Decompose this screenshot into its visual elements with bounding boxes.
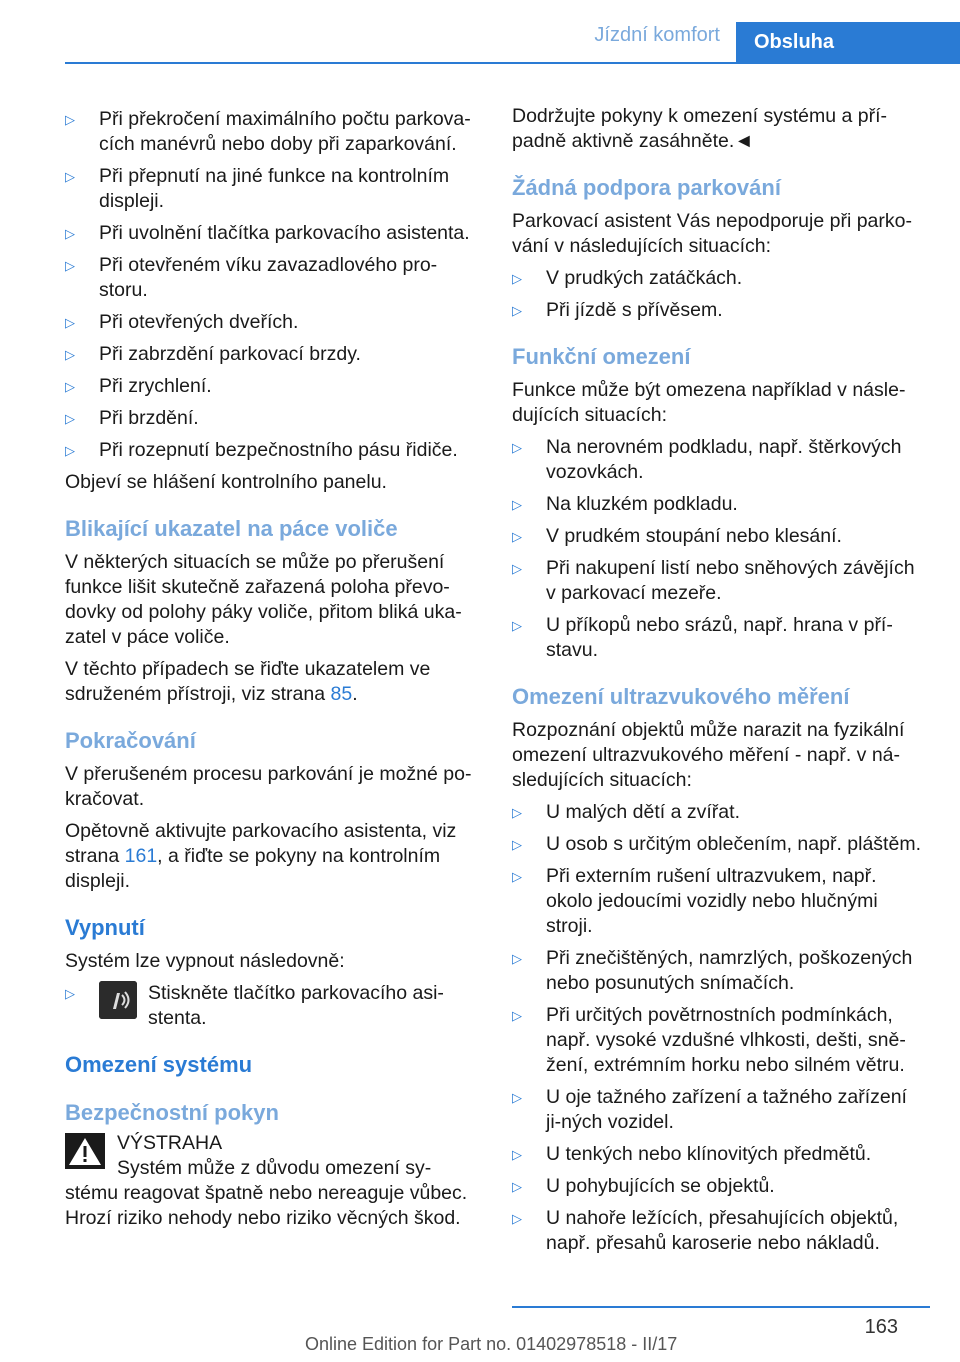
list-item: ▷ Na kluzkém podkladu. [512,493,738,515]
list-item: ▷ Při přepnutí na jiné funkce na kontrolním displeji. [65,165,450,212]
section-heading: Žádná podpora parkování [512,175,781,200]
triangle-right-icon: ▷ [65,347,75,362]
list-item: ▷ Při překročení maximálního počtu parkova-cích manévrů nebo doby při zaparkování. [65,108,471,155]
list-item: ▷ Při otevřených dveřích. [65,311,299,333]
header-tab[interactable]: Obsluha [736,22,960,62]
paragraph: V přerušeném procesu parkování je možné po-kračovat. [65,763,472,810]
list-item: ▷ V prudkém stoupání nebo klesání. [512,525,842,547]
paragraph: Opětovně aktivujte parkovacího asistenta, viz strana 161, a řiďte se pokyny na kontrolním displeji. [65,820,457,892]
triangle-right-icon: ▷ [65,169,75,184]
list-item: ▷ Při zrychlení. [65,375,212,397]
paragraph: Rozpoznání objektů může narazit na fyzikální omezení ultrazvukového měření - např. v ná-sledujících situacích: [512,719,905,791]
header-section[interactable]: Jízdní komfort [594,24,720,46]
paragraph: Dodržujte pokyny k omezení systému a pří-padně aktivně zasáhněte.◄ [512,105,887,152]
left-column [65,100,480,1238]
triangle-right-icon: ▷ [512,1179,522,1194]
triangle-right-icon: ▷ [512,1147,522,1162]
list-item: ▷ Při nakupení listí nebo sněhových závějích v parkovací mezeře. [512,557,915,604]
triangle-right-icon: ▷ [65,986,75,1001]
list-item: ▷ Stiskněte tlačítko parkovacího asi-stenta. [65,982,444,1029]
page-link[interactable]: 85 [330,683,353,705]
triangle-right-icon: ▷ [512,951,522,966]
page-number: 163 [864,1316,898,1338]
list-item: ▷ U tenkých nebo klínovitých předmětů. [512,1143,872,1165]
triangle-right-icon: ▷ [512,869,522,884]
triangle-right-icon: ▷ [512,497,522,512]
warning-title: VÝSTRAHA [117,1132,223,1154]
list-item: ▷ Při určitých povětrnostních podmínkách, např. vysoké vzdušné vlhkosti, dešti, sně-žení, extrémním horku nebo silném větru. [512,1004,906,1076]
footer-divider [512,1306,930,1308]
list-item: ▷ Na nerovném podkladu, např. štěrkových vozovkách. [512,436,902,483]
list-item: ▷ U pohybujících se objektů. [512,1175,775,1197]
list-item: ▷ U osob s určitým oblečením, např. pláštěm. [512,833,921,855]
triangle-right-icon: ▷ [65,379,75,394]
warning-text: Systém může z důvodu omezení sy-stému reagovat špatně nebo nereaguje vůbec. Hrozí riziko nehody nebo riziko věcných škod. [65,1157,468,1229]
list-item: ▷ U příkopů nebo srázů, např. hrana v pří-stavu. [512,614,893,661]
section-heading: Bezpečnostní pokyn [65,1100,279,1125]
header-bar [65,0,960,64]
triangle-right-icon: ▷ [512,561,522,576]
triangle-right-icon: ▷ [512,805,522,820]
right-column [512,100,927,1263]
triangle-right-icon: ▷ [65,258,75,273]
triangle-right-icon: ▷ [65,411,75,426]
triangle-right-icon: ▷ [512,440,522,455]
footer-edition: Online Edition for Part no. 01402978518 - II/17 [305,1334,678,1354]
list-item: ▷ U malých dětí a zvířat. [512,801,740,823]
page-link[interactable]: 161 [124,845,158,867]
list-item: ▷ Při uvolnění tlačítka parkovacího asistenta. [65,222,470,244]
warning-icon [65,1133,105,1169]
triangle-right-icon: ▷ [512,1090,522,1105]
parking-assistant-button-icon [99,981,137,1019]
list-item: ▷ Při externím rušení ultrazvukem, např. okolo jedoucími vozidly nebo hlučnými stroji. [512,865,878,937]
list-item: ▷ V prudkých zatáčkách. [512,267,743,289]
section-heading: Pokračování [65,728,196,753]
triangle-right-icon: ▷ [512,837,522,852]
triangle-right-icon: ▷ [65,112,75,127]
bullet-list [65,107,480,463]
paragraph: V těchto případech se řiďte ukazatelem ve sdruženém přístroji, viz strana 85. [65,658,431,705]
section-heading: Blikající ukazatel na páce voliče [65,516,398,541]
paragraph: Parkovací asistent Vás nepodporuje při parko-vání v následujících situacích: [512,210,912,257]
triangle-right-icon: ▷ [65,443,75,458]
triangle-right-icon: ▷ [512,618,522,633]
triangle-right-icon: ▷ [512,271,522,286]
section-heading: Omezení systému [65,1052,253,1077]
list-item: ▷ U nahoře ležících, přesahujících objektů, např. přesahů karoserie nebo nákladů. [512,1207,899,1254]
triangle-right-icon: ▷ [512,1211,522,1226]
list-item: ▷ Při rozepnutí bezpečnostního pásu řidiče. [65,439,458,461]
warning-block [65,1131,480,1156]
triangle-right-icon: ▷ [512,303,522,318]
list-item: ▷ Při brzdění. [65,407,199,429]
paragraph: Objeví se hlášení kontrolního panelu. [65,471,387,493]
triangle-right-icon: ▷ [65,226,75,241]
section-heading: Omezení ultrazvukového měření [512,684,850,709]
triangle-right-icon: ▷ [512,1008,522,1023]
section-heading: Vypnutí [65,915,145,940]
paragraph: Systém lze vypnout následovně: [65,950,345,972]
paragraph: Funkce může být omezena například v násle-dujících situacích: [512,379,906,426]
list-item: ▷ Při zabrzdění parkovací brzdy. [65,343,361,365]
list-item: ▷ Při otevřeném víku zavazadlového pro-storu. [65,254,438,301]
list-item: ▷ U oje tažného zařízení a tažného zařízení ji-ných vozidel. [512,1086,907,1133]
list-item: ▷ Při jízdě s přívěsem. [512,299,723,321]
list-item: ▷ Při znečištěných, namrzlých, poškozených nebo posunutých snímačích. [512,947,913,994]
triangle-right-icon: ▷ [512,529,522,544]
triangle-right-icon: ▷ [65,315,75,330]
section-heading: Funkční omezení [512,344,691,369]
paragraph: V některých situacích se může po přerušení funkce lišit skutečně zařazená poloha převo-dovky od polohy páky voliče, přitom bliká uka-zatel v páce voliče. [65,551,462,648]
